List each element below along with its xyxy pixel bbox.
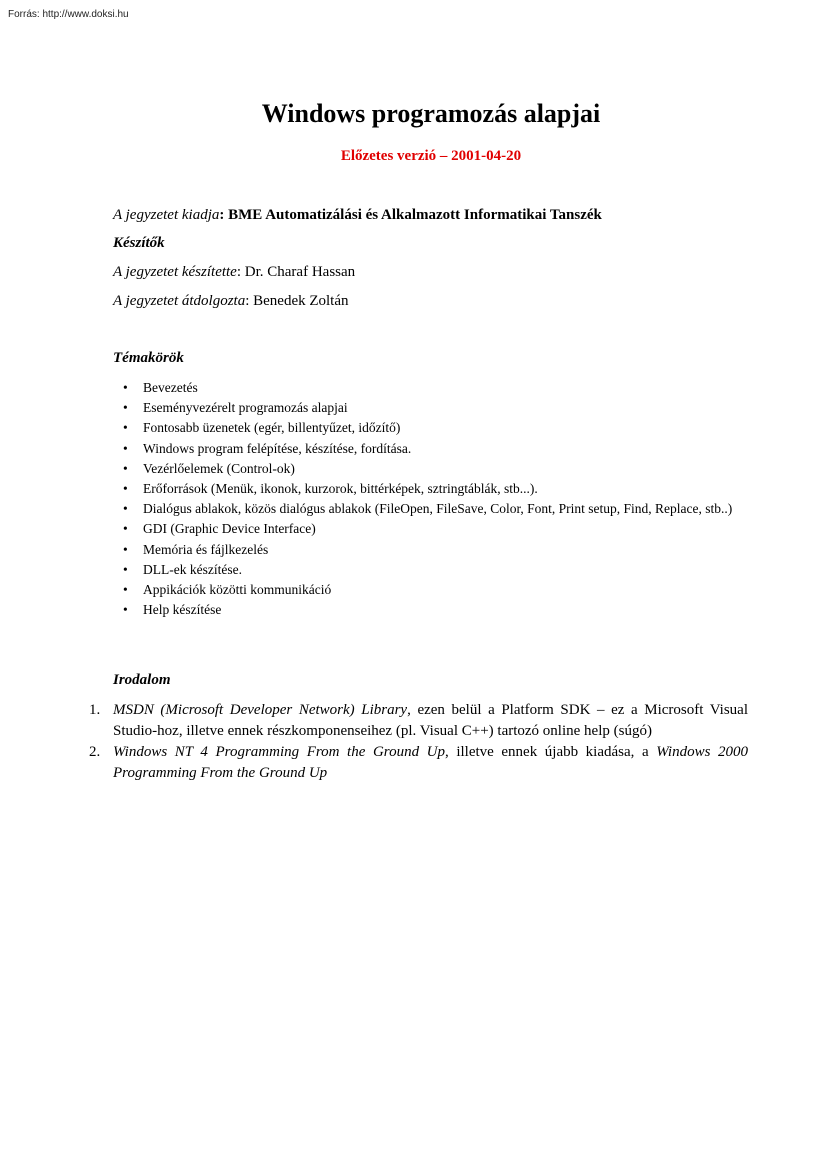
bullet-icon: • bbox=[123, 602, 128, 618]
reference-title-2: Windows 2000 Programming From the Ground Up bbox=[113, 744, 748, 781]
references-list bbox=[89, 700, 748, 784]
bullet-icon: • bbox=[123, 440, 128, 456]
source-url: Forrás: http://www.doksi.hu bbox=[8, 9, 129, 20]
topic-text: GDI (Graphic Device Interface) bbox=[143, 521, 316, 537]
topics-heading: Témakörök bbox=[113, 350, 184, 366]
author-line-1 bbox=[113, 264, 355, 281]
topic-text: Erőforrások (Menük, ikonok, kurzorok, bittérképek, sztringtáblák, stb...). bbox=[143, 481, 538, 497]
topic-text: Bevezetés bbox=[143, 380, 198, 395]
bullet-icon: • bbox=[123, 521, 128, 537]
bullet-icon: • bbox=[123, 582, 128, 598]
list-item bbox=[113, 540, 748, 560]
publisher-sep: : bbox=[219, 207, 229, 223]
bullet-icon: • bbox=[123, 481, 128, 497]
topic-text: Vezérlőelemek (Control-ok) bbox=[143, 460, 295, 476]
list-item bbox=[113, 560, 748, 580]
reference-item bbox=[89, 700, 748, 742]
list-item bbox=[113, 398, 748, 418]
topic-text: Memória és fájlkezelés bbox=[143, 541, 269, 557]
topic-text: DLL-ek készítése. bbox=[143, 561, 242, 577]
document-title: Windows programozás alapjai bbox=[261, 99, 601, 128]
topics-list bbox=[113, 378, 748, 620]
publisher-value: BME Automatizálási és Alkalmazott Informatikai Tanszék bbox=[228, 207, 602, 223]
version-subtitle: Előzetes verzió – 2001-04-20 bbox=[340, 148, 522, 164]
reference-text: , ezen belül a Platform SDK – ez a Microsoft Visual Studio-hoz, illetve ennek részkomponenseihez (pl. Visual C++) tartozó online help (súgó) bbox=[113, 702, 748, 739]
list-item bbox=[113, 418, 748, 438]
reference-number: 1. bbox=[89, 702, 101, 718]
list-item bbox=[113, 378, 748, 398]
bullet-icon: • bbox=[123, 561, 128, 577]
author2-sep: : bbox=[245, 293, 254, 309]
author2-value: Benedek Zoltán bbox=[253, 293, 349, 309]
reference-number: 2. bbox=[89, 744, 101, 760]
reference-item bbox=[89, 742, 748, 784]
bullet-icon: • bbox=[123, 541, 128, 557]
reference-title: MSDN (Microsoft Developer Network) Library bbox=[113, 702, 408, 718]
author1-sep: : bbox=[236, 264, 245, 280]
bullet-icon: • bbox=[123, 380, 128, 395]
list-item bbox=[113, 580, 748, 600]
publisher-label: A jegyzetet kiadja bbox=[113, 207, 220, 223]
list-item bbox=[113, 519, 748, 539]
bullet-icon: • bbox=[123, 400, 128, 416]
bullet-icon: • bbox=[123, 501, 128, 517]
author2-label: A jegyzetet átdolgozta bbox=[113, 293, 246, 309]
reference-text: , illetve ennek újabb kiadása, a bbox=[444, 744, 657, 760]
author1-value: Dr. Charaf Hassan bbox=[244, 264, 356, 280]
list-item bbox=[113, 499, 748, 519]
references-heading: Irodalom bbox=[113, 672, 171, 688]
bullet-icon: • bbox=[123, 460, 128, 476]
topic-text: Fontosabb üzenetek (egér, billentyűzet, időzítő) bbox=[143, 420, 401, 436]
topic-text: Eseményvezérelt programozás alapjai bbox=[143, 400, 348, 416]
reference-title: Windows NT 4 Programming From the Ground Up bbox=[113, 744, 445, 760]
topic-text: Help készítése bbox=[143, 602, 222, 618]
publisher-line bbox=[113, 207, 602, 224]
list-item bbox=[113, 479, 748, 499]
list-item bbox=[113, 600, 748, 620]
list-item bbox=[113, 459, 748, 479]
list-item bbox=[113, 439, 748, 459]
topic-text: Windows program felépítése, készítése, fordítása. bbox=[143, 440, 412, 456]
author-line-2 bbox=[113, 293, 349, 310]
topic-text: Dialógus ablakok, közös dialógus ablakok (FileOpen, FileSave, Color, Font, Print setup, Find, Replace, stb..) bbox=[143, 501, 733, 517]
authors-heading: Készítők bbox=[113, 235, 165, 251]
bullet-icon: • bbox=[123, 420, 128, 436]
topic-text: Appikációk közötti kommunikáció bbox=[143, 582, 332, 598]
author1-label: A jegyzetet készítette bbox=[113, 264, 237, 280]
